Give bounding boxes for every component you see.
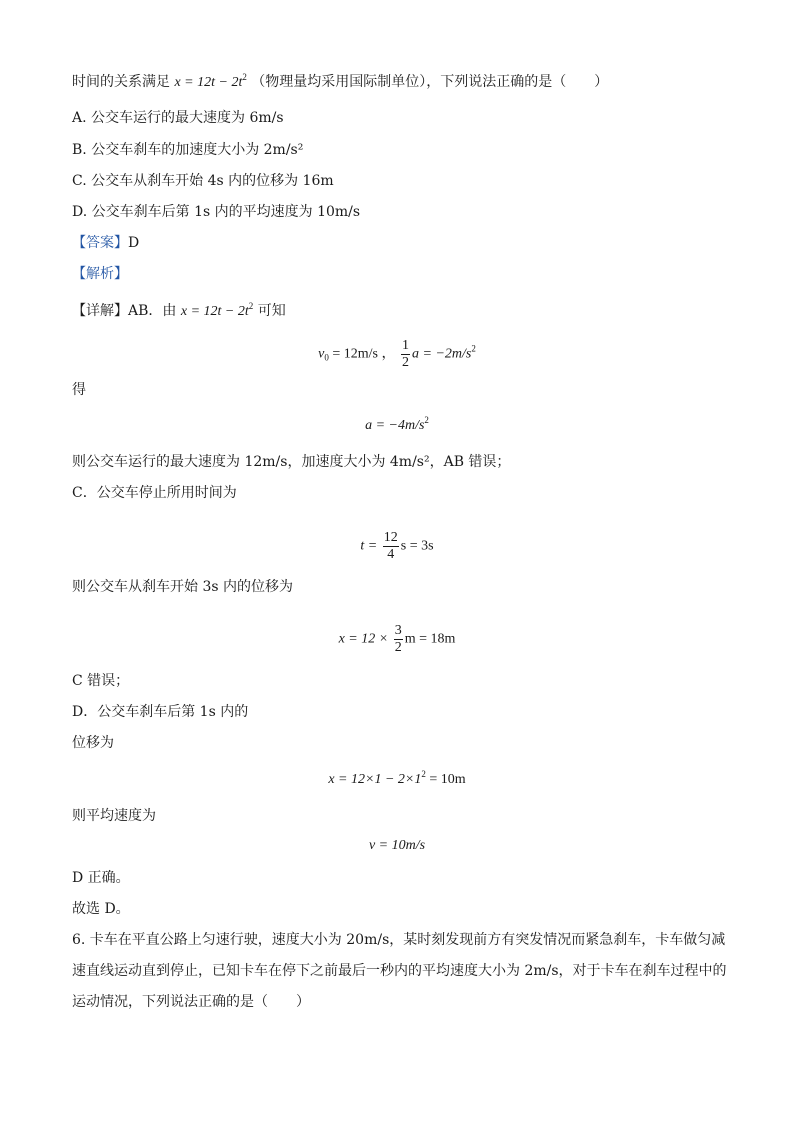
- c-disp-intro: 则公交车从刹车开始 3s 内的位移为: [72, 579, 293, 595]
- answer-label: 【答案】: [72, 235, 128, 251]
- stem-suffix: （物理量均采用国际制单位），下列说法正确的是（ ）: [251, 74, 609, 90]
- question6-line1: 6. 卡车在平直公路上匀速行驶，速度大小为 20m/s，某时刻发现前方有突发情况而紧急刹车，卡车做匀减: [72, 932, 726, 948]
- detail-suffix: 可知: [257, 303, 286, 319]
- option-b: B. 公交车刹车的加速度大小为 2m/s²: [72, 142, 304, 158]
- fraction-half: $\frac{1}{2}$: [402, 338, 409, 370]
- detail-formula: $x = 12t - 2t^2$: [180, 301, 254, 319]
- option-c: C. 公交车从刹车开始 4s 内的位移为 16m: [72, 173, 334, 189]
- d-intro: D．公交车刹车后第 1s 内的: [72, 704, 249, 720]
- answer-line: [72, 233, 139, 253]
- c-wrong: C 错误；: [72, 673, 130, 689]
- detail-label: 【详解】: [72, 303, 128, 319]
- equation-v0: $v_0 = 12m/s$ ， $\frac{1}{2}$ $a = -2m/s^2$: [318, 338, 476, 370]
- avg-intro: 则平均速度为: [72, 808, 156, 824]
- fraction-12-4: $\frac{12}{4}$: [383, 530, 398, 562]
- stem-formula: $x = 12t - 2t^2$: [174, 72, 247, 90]
- option-a: A. 公交车运行的最大速度为 6m/s: [72, 110, 284, 126]
- equation-v: v = 10m/s: [368, 838, 426, 853]
- word-de: 得: [72, 382, 86, 398]
- detail-ab-text: AB．由: [128, 303, 177, 319]
- equation-x1: x = 12 × $\frac{3}{2}$ m = 18m: [338, 623, 456, 655]
- analysis-label: 【解析】: [72, 266, 128, 282]
- d-disp: 位移为: [72, 735, 114, 751]
- c-intro: C．公交车停止所用时间为: [72, 485, 237, 501]
- question6-line3: 运动情况，下列说法正确的是（ ）: [72, 994, 310, 1010]
- stem-text: 时间的关系满足: [72, 74, 170, 90]
- choose-line: 故选 D。: [72, 901, 130, 917]
- detail-line: [72, 301, 286, 322]
- option-d: D. 公交车刹车后第 1s 内的平均速度为 10m/s: [72, 204, 361, 220]
- conclusion-ab: 则公交车运行的最大速度为 12m/s，加速度大小为 4m/s²，AB 错误；: [72, 454, 511, 470]
- fraction-3-2: $\frac{3}{2}$: [394, 623, 402, 655]
- question6-line2: 速直线运动直到停止，已知卡车在停下之前最后一秒内的平均速度大小为 2m/s，对于卡车在刹车过程中的: [72, 963, 727, 979]
- d-right: D 正确。: [72, 870, 130, 886]
- equation-t: t = $\frac{12}{4}$ s = 3s: [360, 530, 434, 562]
- equation-x2: $x = 12\times 1 - 2\times 1^2 = 10m$: [328, 769, 466, 787]
- analysis-line: [72, 264, 128, 284]
- question-stem-line: [72, 72, 608, 93]
- answer-value: D: [128, 235, 140, 251]
- equation-a: $a = -4m/s^2$: [365, 415, 429, 433]
